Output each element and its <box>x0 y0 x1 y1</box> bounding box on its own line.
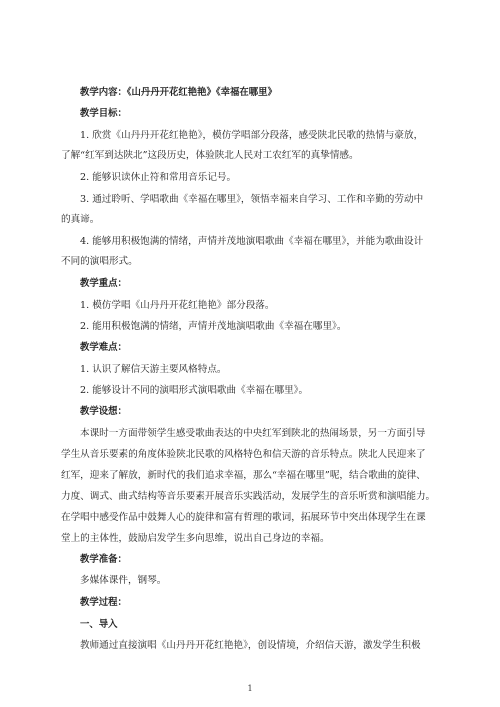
goals-heading: 教学目标： <box>80 108 127 119</box>
goal-item-cont: 了解“红军到达陕北”这段历史，体验陕北人民对工农红军的真挚情感。 <box>61 150 359 161</box>
section1-heading: 一、导入 <box>80 619 118 630</box>
key-point-item: 1. 模仿学唱《山丹丹开花红艳艳》部分段落。 <box>80 300 275 311</box>
difficulty-item: 2. 能够设计不同的演唱形式演唱歌曲《幸福在哪里》。 <box>80 385 309 396</box>
design-line: 力度、调式、曲式结构等音乐要素开展音乐实践活动，发展学生的音乐听赏和演唱能力。 <box>61 491 436 502</box>
design-line: 学生从音乐要素的角度体验陕北民歌的风格特色和信天游的音乐特点。陕北人民迎来了 <box>61 449 426 460</box>
design-heading: 教学设想： <box>80 406 127 417</box>
difficulty-item: 1. 认识了解信天游主要风格特点。 <box>80 364 227 375</box>
goal-item: 2. 能够识读休止符和常用音乐记号。 <box>80 172 237 183</box>
design-line: 本课时一方面带领学生感受歌曲表达的中央红军到陕北的热闹场景，另一方面引导 <box>80 428 426 439</box>
goal-item: 3. 通过聆听、学唱歌曲《幸福在哪里》，领悟幸福来自学习、工作和辛勤的劳动中 <box>80 194 424 205</box>
process-heading: 教学过程： <box>80 597 127 608</box>
prep-text: 多媒体课件，钢琴。 <box>80 575 167 586</box>
design-line: 堂上的主体性，鼓励启发学生多向思维，说出自己身边的幸福。 <box>61 533 330 544</box>
difficulty-heading: 教学难点： <box>80 342 127 353</box>
goal-item: 4. 能够用积极饱满的情绪，声情并茂地演唱歌曲《幸福在哪里》，并能为歌曲设计 <box>80 236 424 247</box>
design-line: 红军，迎来了解放，新时代的我们追求幸福，那么“幸福在哪里”呢，结合歌曲的旋律、 <box>61 470 426 481</box>
design-line: 在学唱中感受作品中鼓舞人心的旋律和富有哲理的歌词，拓展环节中突出体现学生在课 <box>61 512 426 523</box>
goal-item-cont: 的真谛。 <box>61 214 100 225</box>
prep-heading: 教学准备： <box>80 554 127 565</box>
key-heading: 教学重点： <box>80 278 127 289</box>
goal-item-cont: 不同的演唱形式。 <box>61 256 138 267</box>
page-number: 1 <box>247 684 253 693</box>
section1-text: 教师通过直接演唱《山丹丹开花红艳艳》，创设情境，介绍信天游，激发学生积极 <box>80 640 421 651</box>
key-point-item: 2. 能用积极饱满的情绪，声情并茂地演唱歌曲《幸福在哪里》。 <box>80 321 347 332</box>
lesson-title: 教学内容：《山丹丹开花红艳艳》《幸福在哪里》 <box>80 87 277 98</box>
goal-item: 1. 欣赏《山丹丹开花红艳艳》，模仿学唱部分段落，感受陕北民歌的热情与豪放， <box>80 130 424 141</box>
